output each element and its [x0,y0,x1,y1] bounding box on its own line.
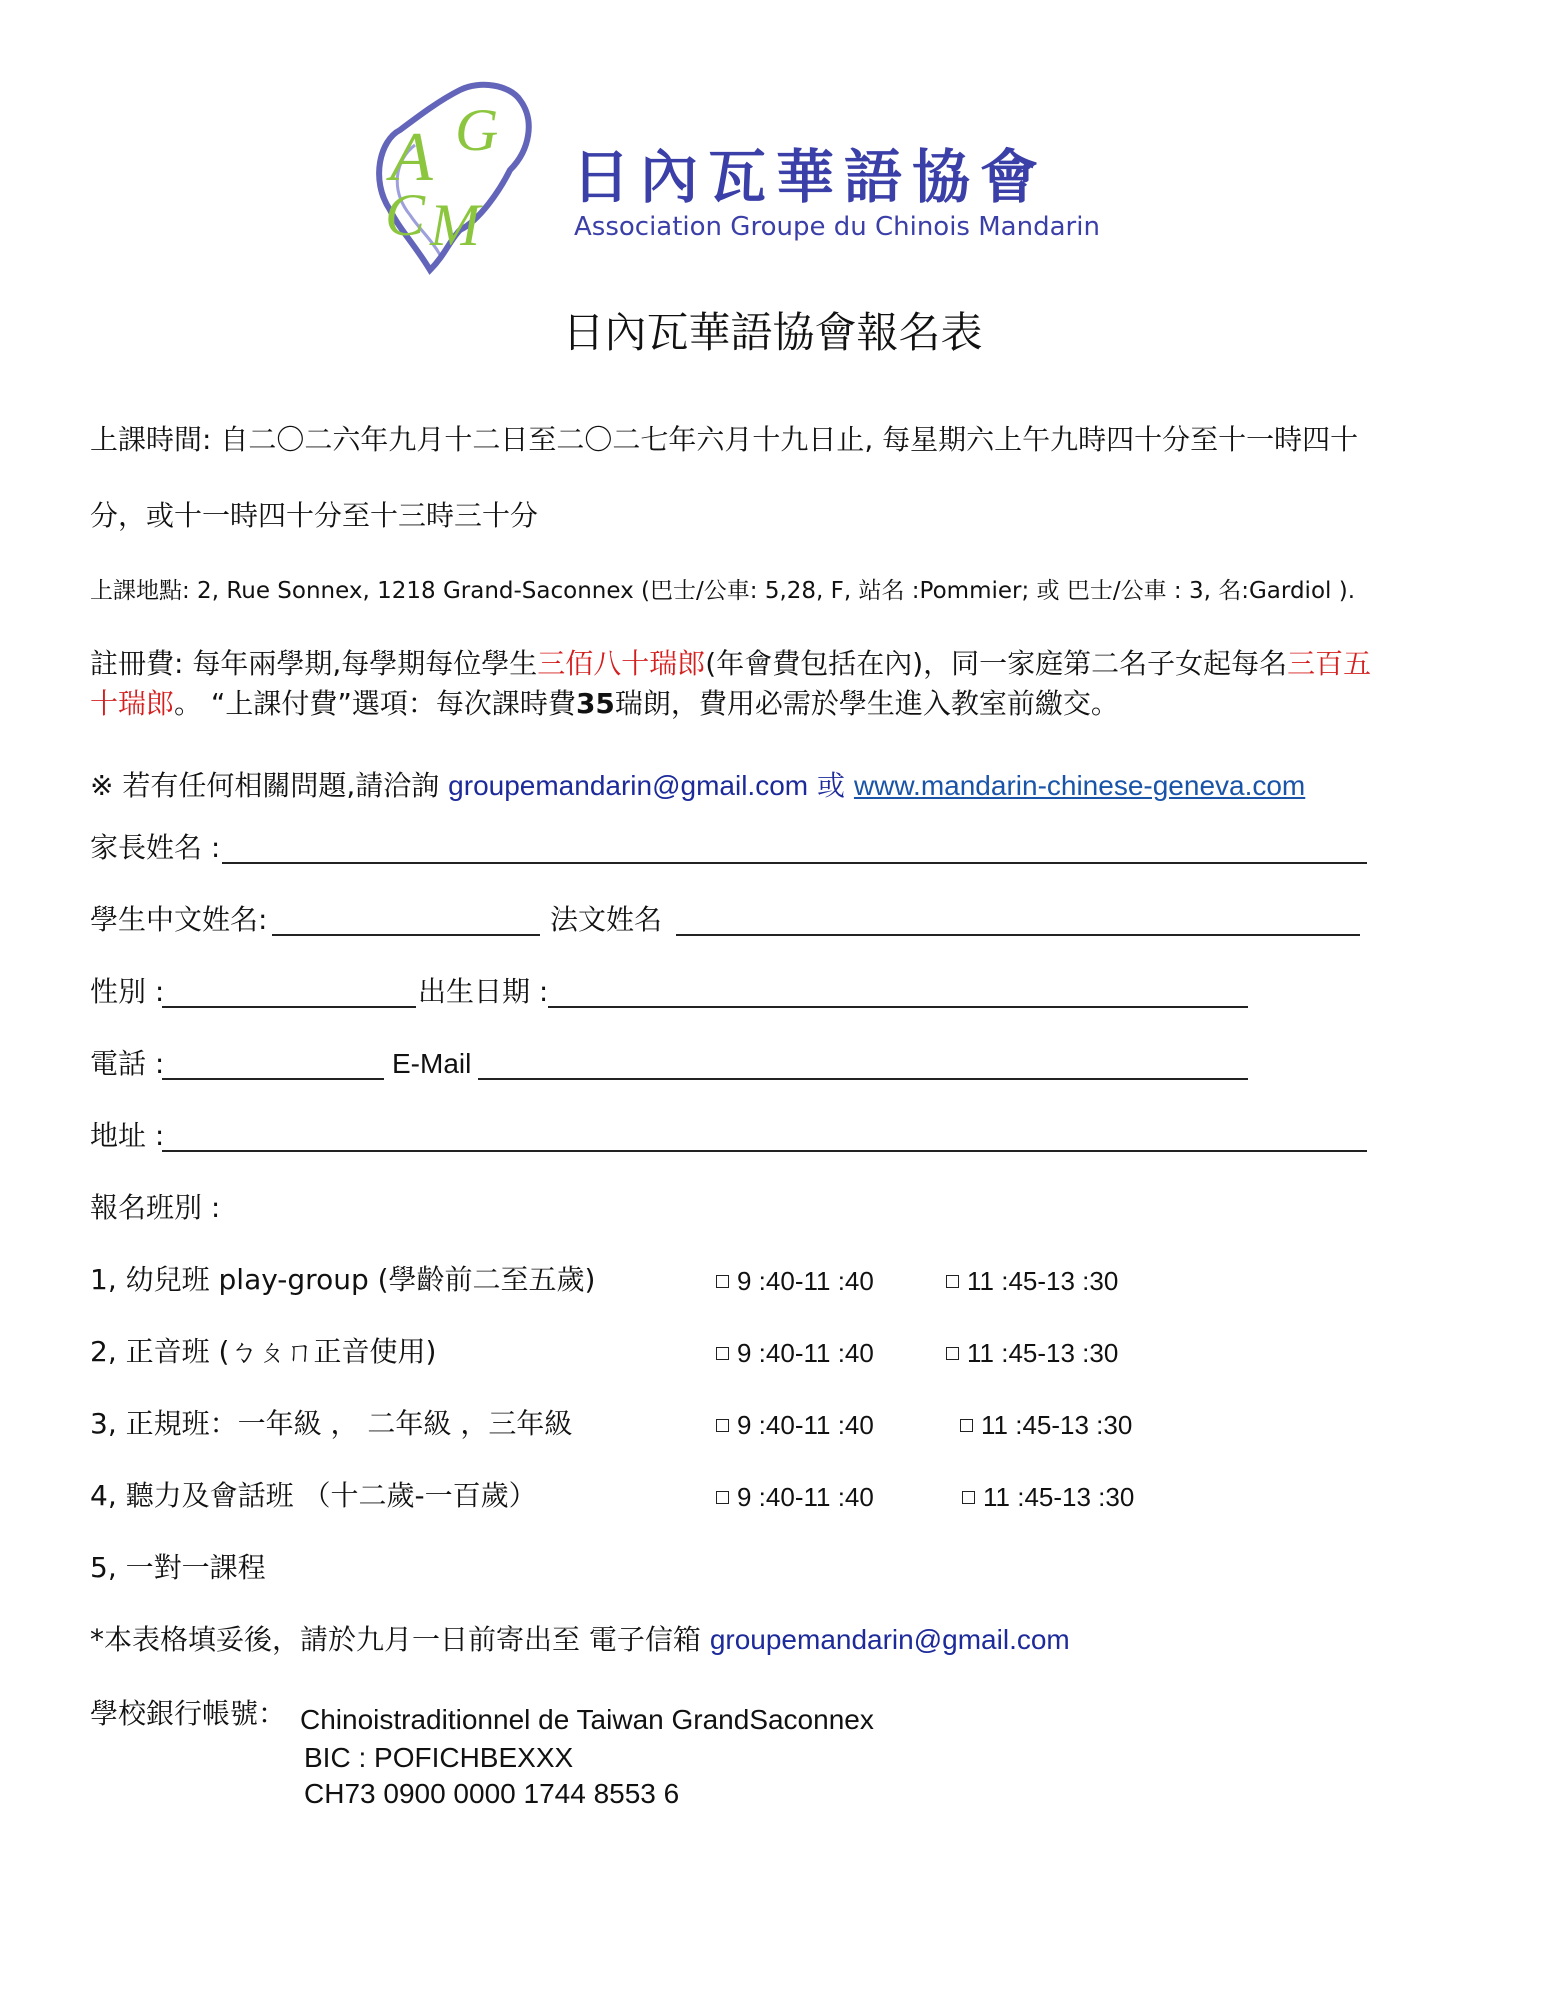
contact-prefix: ※ 若有任何相關問題,請洽詢 [90,769,440,802]
class-4-slot-noon[interactable] [962,1482,1134,1513]
checkbox-icon[interactable] [962,1491,975,1504]
fees-text-1: 註冊費: 每年兩學期,每學期每位學生 [90,647,538,680]
checkbox-icon[interactable] [946,1275,959,1288]
fees-line-2 [90,684,1119,724]
bank-iban: CH73 0900 0000 1744 8553 6 [304,1778,680,1809]
fees-amount-semester: 三佰八十瑞郎 [537,647,706,680]
email-label: E-Mail [392,1048,472,1079]
fees-line-1 [90,644,1371,684]
birth-date-label: 出生日期 : [418,975,549,1008]
agcm-logo [360,70,560,280]
website-link[interactable]: www.mandarin-chinese-geneva.com [853,770,1306,801]
class-3-label: 3, 正規班：一年級 ， 二年級 ，三年級 [90,1407,573,1440]
fees-text-3: 。 “上課付費”選項：每次課時費 [174,687,576,720]
checkbox-icon[interactable] [716,1419,729,1432]
class-5-label: 5, 一對一課程 [90,1551,266,1584]
classes-label: 報名班別 : [90,1191,221,1224]
contact-or: 或 [817,769,846,802]
fees-amount-sibling-b: 十瑞郎 [90,687,175,720]
class-1-slot-noon[interactable] [946,1266,1118,1297]
gender-field[interactable] [162,1006,416,1008]
submit-text: *本表格填妥後，請於九月一日前寄出至 電子信箱 [90,1623,701,1656]
slot-label: 11 :45-13 :30 [981,1410,1133,1440]
slot-label: 9 :40-11 :40 [737,1482,874,1512]
parent-name-field[interactable] [222,862,1367,864]
student-french-name-field[interactable] [676,934,1360,936]
checkbox-icon[interactable] [946,1347,959,1360]
bank-account-name: Chinoistraditionnel de Taiwan GrandSaconnex [300,1704,874,1735]
slot-label: 11 :45-13 :30 [967,1266,1119,1296]
schedule-line-2: 分，或十一時四十分至十三時三十分 [90,499,539,532]
bank-bic: BIC : POFICHBEXXX [304,1742,574,1773]
slot-label: 11 :45-13 :30 [983,1482,1135,1512]
checkbox-icon[interactable] [960,1419,973,1432]
student-french-name-label: 法文姓名 [550,903,663,936]
slot-label: 11 :45-13 :30 [967,1338,1119,1368]
address-field[interactable] [162,1150,1367,1152]
schedule-line-1: 上課時間: 自二〇二六年九月十二日至二〇二七年六月十九日止, 每星期六上午九時四十分至十一時四十 [90,423,1359,456]
email-field[interactable] [478,1078,1248,1080]
fees-text-2: (年會費包括在內)，同一家庭第二名子女起每名 [705,647,1288,680]
class-4-label: 4, 聽力及會話班 （十二歲-一百歲） [90,1479,537,1512]
submit-email-link[interactable]: groupemandarin@gmail.com [709,1624,1070,1655]
slot-label: 9 :40-11 :40 [737,1266,874,1296]
svg-text:G: G [455,97,499,163]
gender-label: 性別 : [90,975,165,1008]
fees-per-class-amount: 35 [575,687,615,720]
checkbox-icon[interactable] [716,1347,729,1360]
contact-line [90,766,1305,806]
svg-text:M: M [430,192,480,258]
slot-label: 9 :40-11 :40 [737,1410,874,1440]
class-3-slot-morning[interactable] [716,1410,874,1441]
phone-field[interactable] [162,1078,384,1080]
parent-name-label: 家長姓名 : [90,831,221,864]
class-4-slot-morning[interactable] [716,1482,874,1513]
svg-text:C: C [385,182,426,248]
phone-label: 電話 : [90,1047,165,1080]
class-1-slot-morning[interactable] [716,1266,874,1297]
checkbox-icon[interactable] [716,1491,729,1504]
student-chinese-name-label: 學生中文姓名: [90,903,268,936]
address-label: 地址 : [90,1119,165,1152]
bank-label: 學校銀行帳號： [90,1697,287,1730]
fees-amount-sibling-a: 三百五 [1287,647,1372,680]
class-2-slot-noon[interactable] [946,1338,1118,1369]
fees-text-4: 瑞朗，費用必需於學生進入教室前繳交。 [614,687,1119,720]
class-3-slot-noon[interactable] [960,1410,1132,1441]
svg-text:A: A [390,119,433,196]
class-2-slot-morning[interactable] [716,1338,874,1369]
contact-email-link[interactable]: groupemandarin@gmail.com [448,770,809,801]
submit-note [90,1620,1070,1660]
checkbox-icon[interactable] [716,1275,729,1288]
logo-name-french: Association Groupe du Chinois Mandarin [574,212,1100,242]
form-title: 日內瓦華語協會報名表 [562,308,983,357]
class-2-label: 2, 正音班 (ㄅㄆㄇ正音使用) [90,1335,437,1368]
student-chinese-name-field[interactable] [272,934,540,936]
birth-date-field[interactable] [548,1006,1248,1008]
class-1-label: 1, 幼兒班 play-group (學齡前二至五歲) [90,1263,596,1296]
logo-name-chinese: 日內瓦華語協會 [572,143,1049,211]
slot-label: 9 :40-11 :40 [737,1338,874,1368]
location-text: 上課地點: 2, Rue Sonnex, 1218 Grand-Saconnex (巴士/公車: 5,28, F, 站名 :Pommier; 或 巴士/公車 : 3, 名:Gardiol ). [90,578,1355,604]
